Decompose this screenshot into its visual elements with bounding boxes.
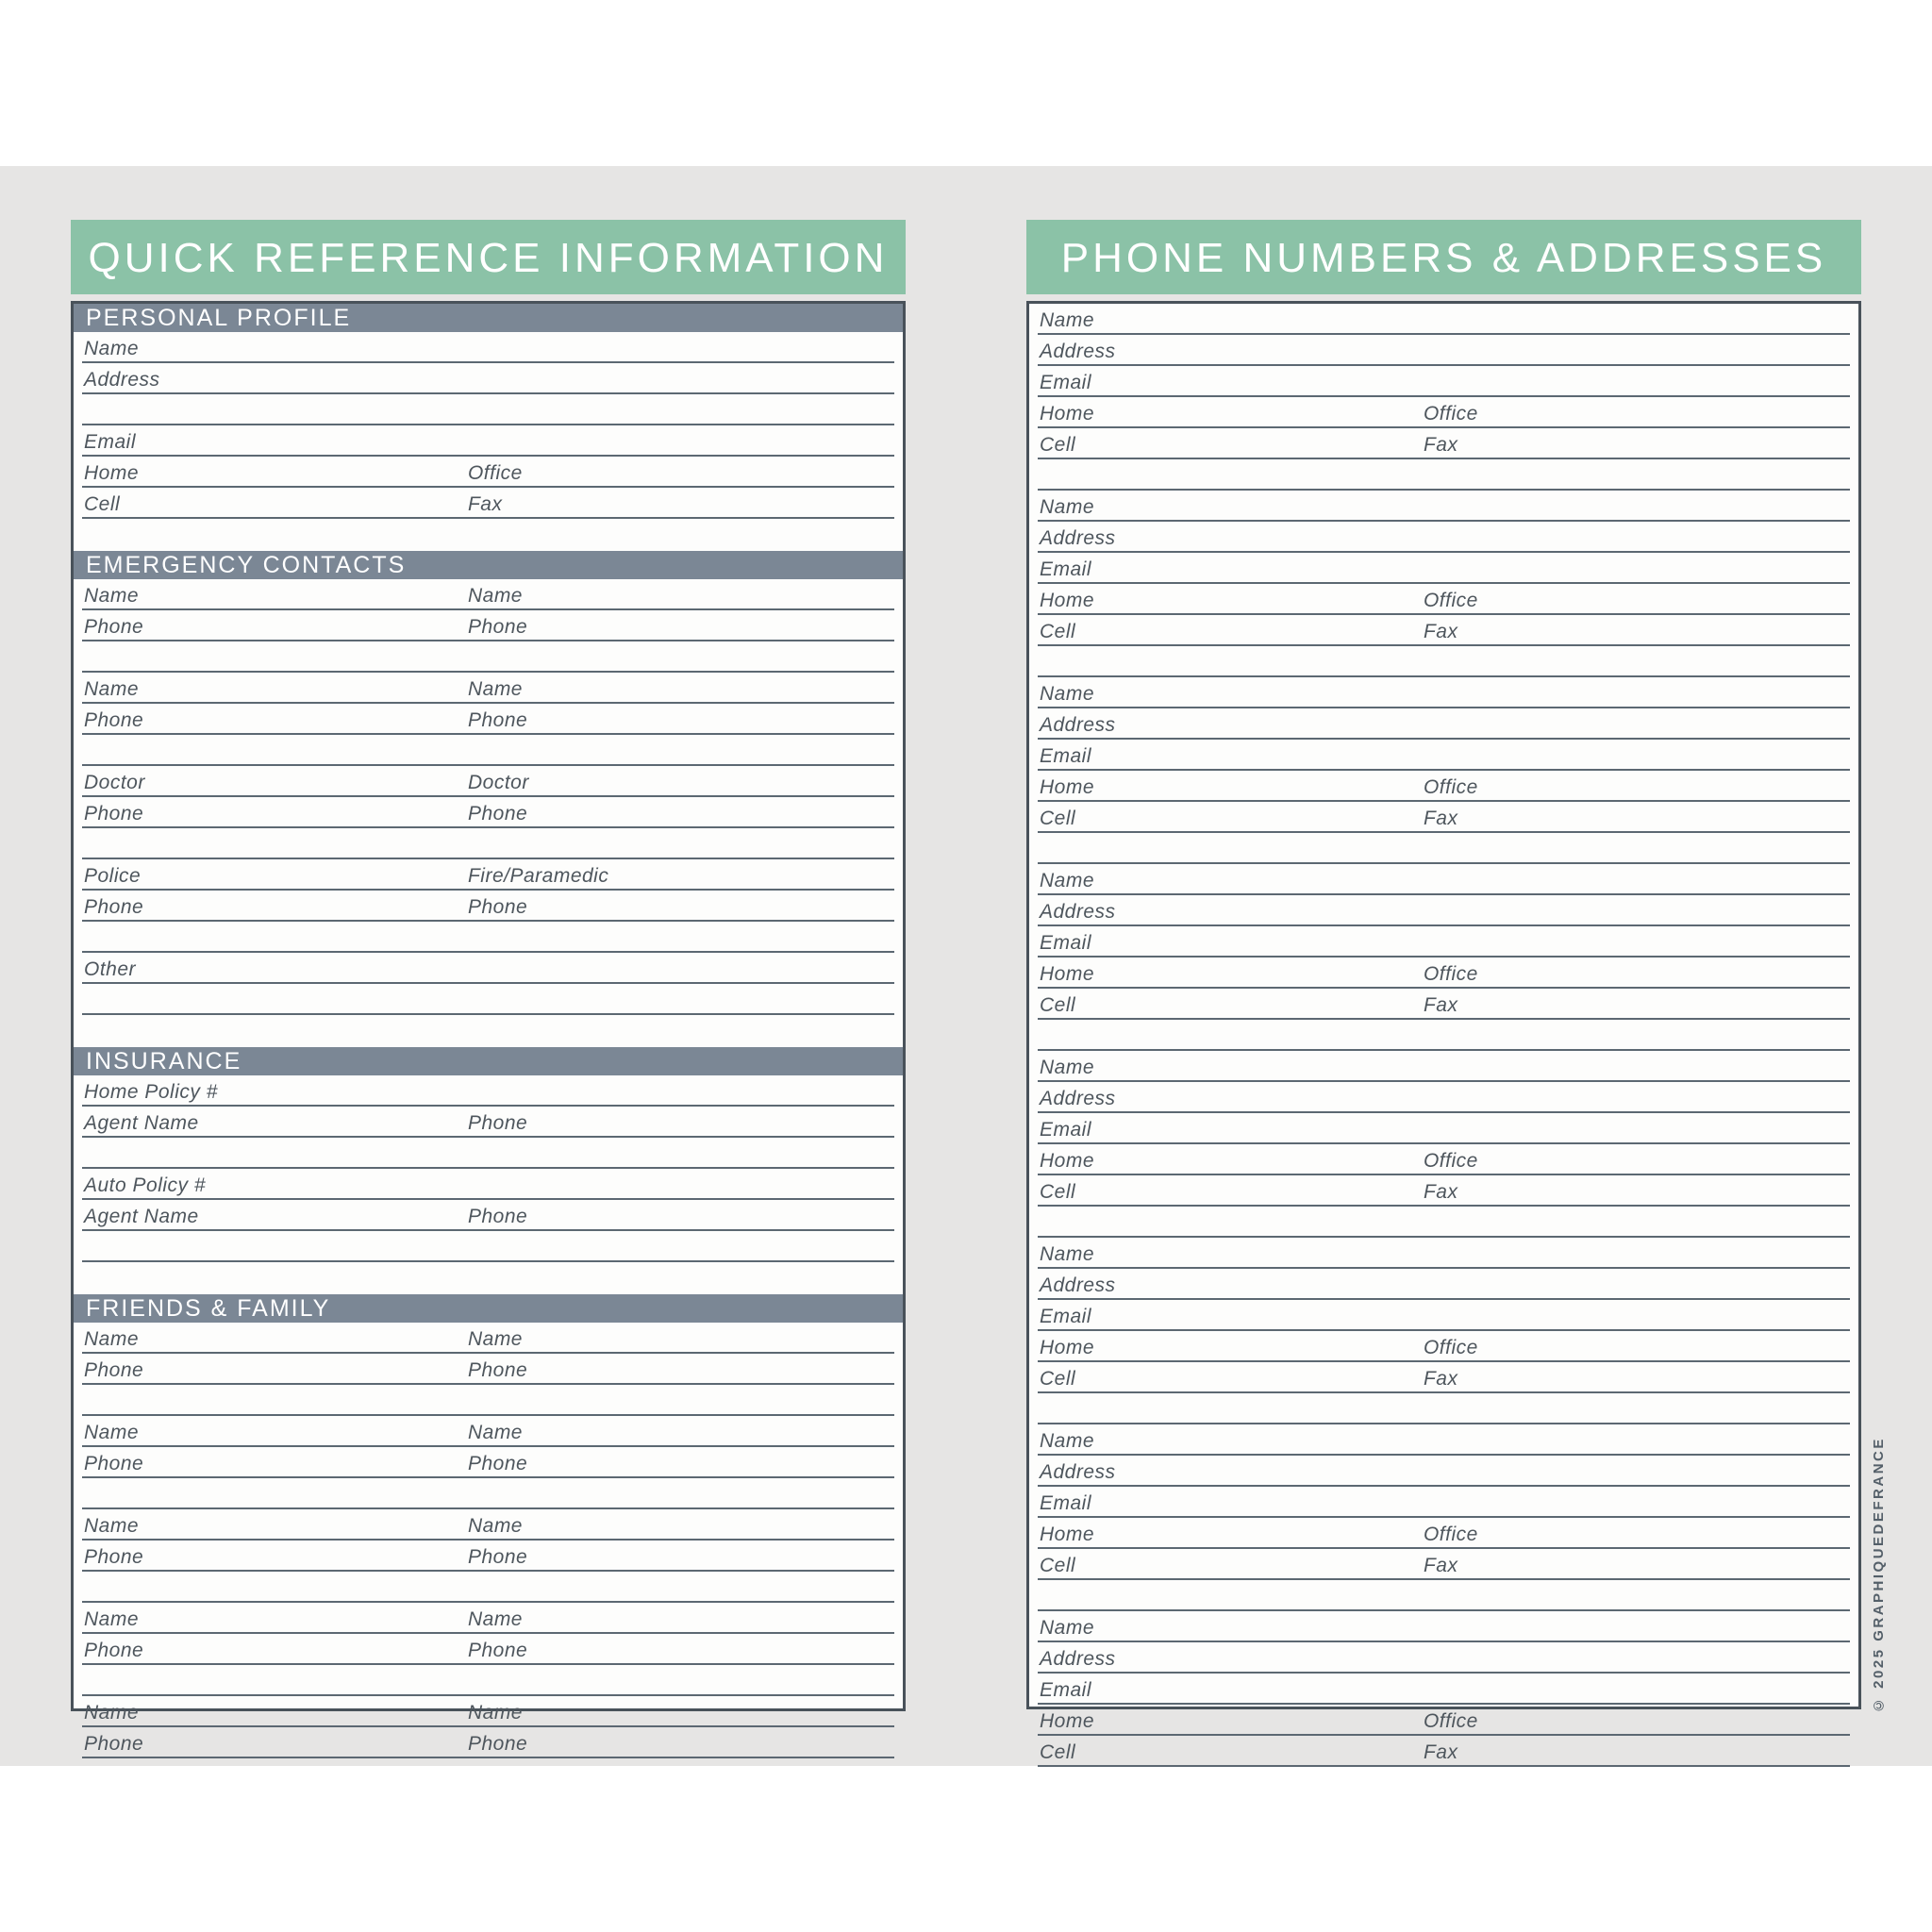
field-label: Other — [84, 958, 137, 980]
form-row — [82, 457, 894, 488]
field-label: Phone — [84, 709, 144, 731]
contact-blocks — [1029, 304, 1858, 1767]
blank-row — [82, 1478, 894, 1509]
field-label: Name — [467, 1515, 523, 1537]
field-label: Name — [1040, 1430, 1095, 1452]
right-page-title: PHONE NUMBERS & ADDRESSES — [1026, 220, 1861, 294]
field-label: Cell — [1040, 1555, 1076, 1576]
field-label: Name — [1040, 683, 1095, 705]
field-label: Fax — [1423, 1741, 1458, 1763]
blank-row — [82, 828, 894, 859]
form-row — [82, 610, 894, 641]
form-row — [82, 1169, 894, 1200]
field-label: Email — [1040, 372, 1092, 393]
form-row — [1038, 335, 1850, 366]
form-row — [1038, 1705, 1850, 1736]
field-label: Name — [1040, 870, 1095, 891]
form-row — [82, 1075, 894, 1107]
form-row — [82, 1447, 894, 1478]
field-label: Name — [84, 678, 140, 700]
field-label: Home — [1040, 590, 1095, 611]
form-row — [82, 1509, 894, 1541]
form-row — [1038, 491, 1850, 522]
field-label: Phone — [467, 1546, 528, 1568]
form-row — [1038, 989, 1850, 1020]
field-label: Phone — [84, 616, 144, 638]
field-label: Phone — [84, 1359, 144, 1381]
field-label: Fax — [1423, 808, 1458, 829]
form-row — [1038, 1674, 1850, 1705]
field-label: Phone — [467, 709, 528, 731]
blank-row — [82, 922, 894, 953]
form-row — [1038, 864, 1850, 895]
blank-row — [82, 1138, 894, 1169]
form-row — [82, 1727, 894, 1758]
field-label: Address — [1040, 714, 1116, 736]
field-label: Name — [84, 1702, 140, 1724]
form-row — [82, 363, 894, 394]
field-label: Home — [1040, 403, 1095, 425]
field-label: Phone — [84, 1640, 144, 1661]
field-label: Cell — [1040, 621, 1076, 642]
form-row — [82, 797, 894, 828]
form-row — [1038, 1424, 1850, 1456]
field-label: Doctor — [467, 772, 529, 793]
form-row — [1038, 1642, 1850, 1674]
form-row — [1038, 926, 1850, 958]
section-heading: FRIENDS & FAMILY — [74, 1294, 903, 1323]
field-label: Fax — [1423, 1555, 1458, 1576]
left-page — [71, 220, 906, 1755]
field-label: Agent Name — [84, 1112, 199, 1134]
blank-row — [82, 984, 894, 1015]
field-label: Phone — [467, 616, 528, 638]
field-label: Phone — [84, 1453, 144, 1474]
field-label: Phone — [84, 1733, 144, 1755]
field-label: Office — [1423, 776, 1478, 798]
blank-row — [1038, 1020, 1850, 1051]
field-label: Fire/Paramedic — [467, 865, 609, 887]
form-section — [74, 304, 903, 519]
form-section — [74, 1294, 903, 1758]
field-label: Auto Policy # — [84, 1174, 207, 1196]
blank-row — [1038, 646, 1850, 677]
field-label: Phone — [84, 1546, 144, 1568]
blank-row — [1038, 459, 1850, 491]
form-row — [1038, 1051, 1850, 1082]
form-row — [82, 673, 894, 704]
section-heading: INSURANCE — [74, 1047, 903, 1075]
blank-row — [1038, 1393, 1850, 1424]
field-label: Email — [1040, 1679, 1092, 1701]
left-page-form — [71, 301, 906, 1755]
field-label: Cell — [1040, 1741, 1076, 1763]
field-label: Home — [1040, 776, 1095, 798]
field-label: Name — [467, 1608, 523, 1630]
form-row — [82, 1696, 894, 1727]
form-row — [1038, 1736, 1850, 1767]
field-label: Office — [1423, 1337, 1478, 1358]
field-label: Office — [1423, 1524, 1478, 1545]
form-row — [1038, 615, 1850, 646]
field-label: Name — [84, 1328, 140, 1350]
form-row — [1038, 1611, 1850, 1642]
field-label: Cell — [1040, 1368, 1076, 1390]
form-row — [82, 953, 894, 984]
field-label: Email — [1040, 1119, 1092, 1141]
field-label: Name — [84, 1608, 140, 1630]
field-label: Email — [1040, 1492, 1092, 1514]
form-row — [1038, 1362, 1850, 1393]
form-row — [82, 1354, 894, 1385]
field-label: Home — [1040, 1337, 1095, 1358]
blank-row — [82, 1231, 894, 1262]
form-row — [1038, 771, 1850, 802]
form-row — [1038, 1175, 1850, 1207]
field-label: Phone — [467, 1640, 528, 1661]
blank-row — [1038, 833, 1850, 864]
field-label: Cell — [1040, 434, 1076, 456]
blank-row — [82, 1665, 894, 1696]
field-label: Address — [1040, 901, 1116, 923]
field-label: Name — [84, 1515, 140, 1537]
form-row — [1038, 958, 1850, 989]
form-row — [82, 766, 894, 797]
field-label: Name — [1040, 1617, 1095, 1639]
field-label: Home — [1040, 1150, 1095, 1172]
field-label: Doctor — [84, 772, 145, 793]
form-row — [82, 1200, 894, 1231]
field-label: Office — [1423, 403, 1478, 425]
form-row — [1038, 1144, 1850, 1175]
field-label: Name — [1040, 496, 1095, 518]
field-label: Address — [1040, 1461, 1116, 1483]
form-row — [1038, 740, 1850, 771]
field-label: Home Policy # — [84, 1081, 218, 1103]
form-row — [1038, 584, 1850, 615]
form-row — [82, 704, 894, 735]
field-label: Name — [84, 1422, 140, 1443]
left-page-title: QUICK REFERENCE INFORMATION — [71, 220, 906, 294]
field-label: Name — [1040, 309, 1095, 331]
section-rows — [74, 1323, 903, 1758]
field-label: Fax — [1423, 434, 1458, 456]
field-label: Phone — [84, 803, 144, 824]
field-label: Fax — [467, 493, 503, 515]
form-row — [82, 1541, 894, 1572]
field-label: Address — [1040, 1088, 1116, 1109]
blank-row — [82, 1572, 894, 1603]
blank-row — [82, 394, 894, 425]
form-row — [82, 1416, 894, 1447]
field-label: Name — [84, 585, 140, 607]
form-row — [1038, 366, 1850, 397]
field-label: Office — [1423, 963, 1478, 985]
field-label: Name — [1040, 1243, 1095, 1265]
form-row — [82, 1107, 894, 1138]
field-label: Email — [1040, 558, 1092, 580]
blank-row — [82, 641, 894, 673]
form-row — [82, 891, 894, 922]
field-label: Phone — [467, 1733, 528, 1755]
field-label: Cell — [84, 493, 121, 515]
field-label: Name — [467, 1422, 523, 1443]
section-heading: EMERGENCY CONTACTS — [74, 551, 903, 579]
field-label: Address — [1040, 1648, 1116, 1670]
field-label: Police — [84, 865, 142, 887]
form-row — [1038, 1238, 1850, 1269]
field-label: Office — [1423, 1150, 1478, 1172]
field-label: Address — [1040, 527, 1116, 549]
field-label: Phone — [467, 803, 528, 824]
form-row — [1038, 553, 1850, 584]
field-label: Email — [1040, 745, 1092, 767]
right-page — [1026, 220, 1861, 1763]
form-row — [1038, 1549, 1850, 1580]
field-label: Address — [84, 369, 160, 391]
field-label: Fax — [1423, 1368, 1458, 1390]
form-row — [1038, 1456, 1850, 1487]
form-row — [1038, 304, 1850, 335]
field-label: Office — [467, 462, 523, 484]
field-label: Email — [84, 431, 137, 453]
form-row — [82, 1634, 894, 1665]
form-row — [1038, 802, 1850, 833]
field-label: Name — [467, 585, 523, 607]
field-label: Home — [84, 462, 140, 484]
field-label: Cell — [1040, 1181, 1076, 1203]
section-rows — [74, 1075, 903, 1262]
right-page-form — [1026, 301, 1861, 1763]
form-section — [74, 1047, 903, 1262]
blank-row — [82, 1385, 894, 1416]
field-label: Fax — [1423, 1181, 1458, 1203]
field-label: Cell — [1040, 808, 1076, 829]
field-label: Name — [467, 1328, 523, 1350]
form-row — [1038, 895, 1850, 926]
form-row — [82, 1603, 894, 1634]
form-section — [74, 551, 903, 1015]
field-label: Email — [1040, 1306, 1092, 1327]
form-row — [1038, 1331, 1850, 1362]
field-label: Fax — [1423, 621, 1458, 642]
form-row — [82, 1323, 894, 1354]
form-row — [1038, 428, 1850, 459]
field-label: Name — [467, 678, 523, 700]
field-label: Address — [1040, 1274, 1116, 1296]
blank-row — [1038, 1580, 1850, 1611]
form-row — [1038, 677, 1850, 708]
field-label: Agent Name — [84, 1206, 199, 1227]
form-row — [82, 332, 894, 363]
copyright-text: © 2025 GRAPHIQUEDEFRANCE — [1871, 1437, 1887, 1713]
form-row — [82, 579, 894, 610]
form-row — [1038, 1113, 1850, 1144]
form-row — [1038, 708, 1850, 740]
field-label: Home — [1040, 963, 1095, 985]
section-heading: PERSONAL PROFILE — [74, 304, 903, 332]
field-label: Address — [1040, 341, 1116, 362]
field-label: Name — [84, 338, 140, 359]
field-label: Name — [467, 1702, 523, 1724]
field-label: Name — [1040, 1057, 1095, 1078]
field-label: Fax — [1423, 994, 1458, 1016]
field-label: Phone — [467, 896, 528, 918]
field-label: Office — [1423, 590, 1478, 611]
field-label: Office — [1423, 1710, 1478, 1732]
form-row — [82, 425, 894, 457]
form-row — [1038, 522, 1850, 553]
form-row — [1038, 397, 1850, 428]
field-label: Email — [1040, 932, 1092, 954]
blank-row — [82, 735, 894, 766]
field-label: Phone — [467, 1359, 528, 1381]
field-label: Phone — [467, 1112, 528, 1134]
form-row — [82, 859, 894, 891]
field-label: Home — [1040, 1710, 1095, 1732]
field-label: Phone — [467, 1206, 528, 1227]
field-label: Phone — [84, 896, 144, 918]
form-row — [1038, 1300, 1850, 1331]
form-row — [1038, 1082, 1850, 1113]
blank-row — [1038, 1207, 1850, 1238]
form-row — [82, 488, 894, 519]
form-row — [1038, 1269, 1850, 1300]
field-label: Home — [1040, 1524, 1095, 1545]
section-rows — [74, 579, 903, 1015]
field-label: Cell — [1040, 994, 1076, 1016]
field-label: Phone — [467, 1453, 528, 1474]
section-rows — [74, 332, 903, 519]
form-row — [1038, 1487, 1850, 1518]
form-row — [1038, 1518, 1850, 1549]
